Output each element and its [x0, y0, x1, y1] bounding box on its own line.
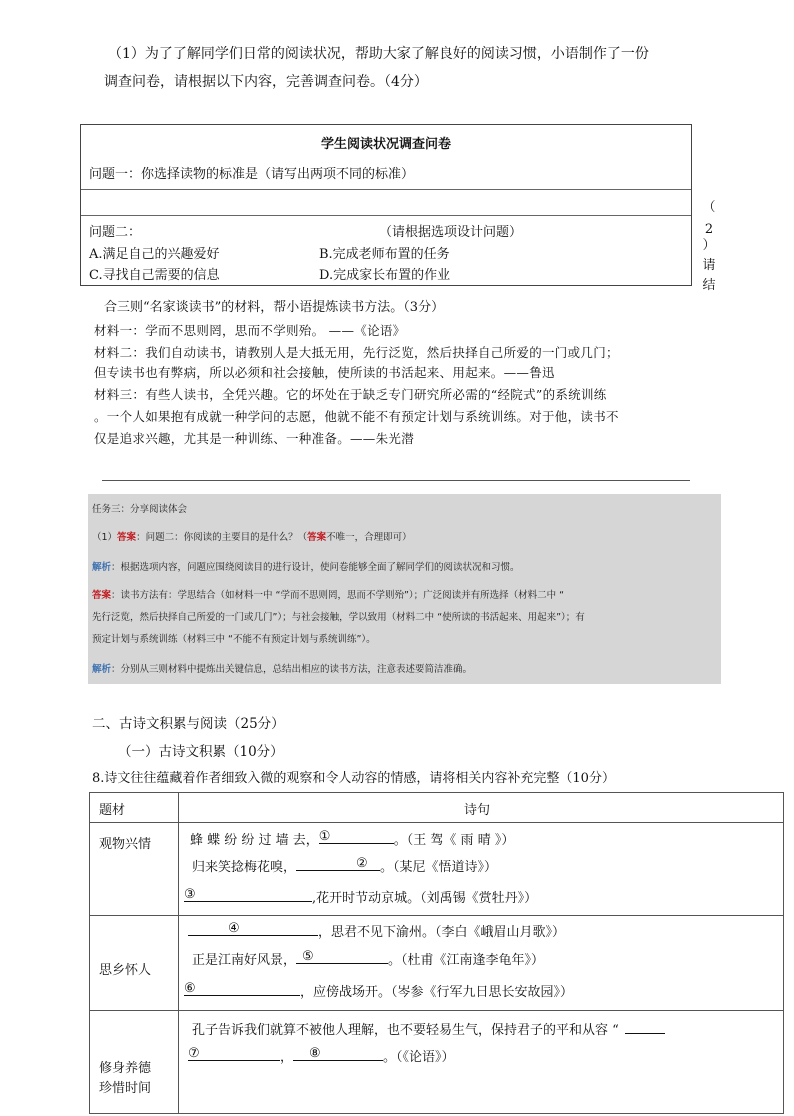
- material-2-line-1: 材料二：我们自动读书，请教别人是大抵无用，先行泛览，然后抉择自己所爱的一门或几门；: [94, 345, 619, 360]
- side-char: 2: [704, 222, 714, 237]
- material-2-line-2: 但专读书也有弊病，所以必须和社会接触，使所读的书活起来、用起来。——鲁迅: [94, 365, 555, 380]
- header-verse: 诗句: [464, 803, 491, 818]
- divider: [81, 215, 691, 216]
- poem-table: [89, 792, 784, 1114]
- explanation-body: ：分别从三则材料中提炼出关键信息，总结出相应的读书方法，注意表述要简洁准确。: [111, 664, 473, 675]
- fill-blank[interactable]: [184, 887, 312, 902]
- side-char: ）: [702, 238, 716, 253]
- answer-2-line-2: 先行泛览，然后抉择自己所爱的一门或几门”）；与社会接触，学以致用（材料二中 “使所读的书活起来、用起来”）；有: [92, 612, 585, 623]
- row-divider: [90, 822, 783, 823]
- answer-body: ：问题二：你阅读的主要目的是什么？（: [136, 532, 308, 543]
- option-b: B.完成老师布置的任务: [319, 247, 450, 262]
- verse-text: 归来笑捻梅花嗅，: [192, 860, 297, 875]
- question-two-note: （请根据选项设计问题）: [379, 225, 523, 240]
- verse-text: 。（《论语》）: [383, 1050, 455, 1065]
- answer-tail: 不唯一，合理即可）: [326, 532, 412, 543]
- fill-blank[interactable]: [319, 829, 394, 844]
- verse-line: [192, 949, 544, 968]
- theme-cell: 珍惜时间: [99, 1081, 152, 1096]
- answer-box: [88, 494, 721, 684]
- verse-line: [190, 829, 514, 848]
- theme-cell: 观物兴情: [99, 837, 152, 852]
- fill-blank[interactable]: [296, 856, 380, 871]
- column-divider: [178, 793, 179, 1113]
- fill-blank[interactable]: [184, 981, 300, 996]
- blank-number: ⑤: [302, 949, 314, 964]
- explanation-tag: 解析: [92, 664, 112, 675]
- explanation-tag: 解析: [92, 562, 112, 573]
- verse-line: [184, 981, 573, 1000]
- side-char: 请: [702, 258, 716, 273]
- blank-number: ③: [184, 887, 196, 902]
- fill-blank[interactable]: [625, 1019, 665, 1034]
- verse-line: [184, 887, 537, 906]
- fill-blank[interactable]: [188, 1046, 280, 1061]
- verse-line: [192, 856, 497, 875]
- verse-line: ⑦ ， ⑧ 。（《论语》）: [188, 1046, 455, 1065]
- material-3-line-3: 仅是追求兴趣，尤其是一种训练、一种准备。——朱光潜: [94, 431, 415, 446]
- questionnaire-box: [80, 124, 692, 286]
- questionnaire-title: 学生阅读状况调查问卷: [320, 137, 451, 152]
- answer-tag: 答案: [92, 590, 112, 601]
- verse-text: 。（杜甫《江南逢李龟年》）: [388, 953, 545, 968]
- answer-prefix: （1）: [92, 532, 118, 543]
- blank-number: ⑦: [188, 1046, 200, 1061]
- blank-number: ⑥: [184, 981, 196, 996]
- material-3-line-2: 。一个人如果抱有成就一种学问的志愿，他就不能不有预定计划与系统训练。对于他，读书不: [94, 409, 619, 424]
- answer-body: ：读书方法有：学思结合（如材料一中 “学而不思则罔，思而不学则殆”）；广泛阅读并有所选择（材料二中 “: [111, 590, 565, 601]
- explanation-body: ：根据选项内容，问题应围绕阅读目的进行设计，使问卷能够全面了解同学们的阅读状况和习惯。: [111, 562, 520, 573]
- row-divider: [90, 1010, 783, 1011]
- question-one: 问题一：你选择读物的标准是（请写出两项不同的标准）: [89, 167, 415, 182]
- row-divider: [90, 915, 783, 916]
- fill-blank[interactable]: [188, 921, 318, 936]
- verse-text: 。（王 驾《 雨 晴 》）: [393, 833, 515, 848]
- side-char: （: [702, 200, 716, 215]
- verse-line: [188, 921, 565, 940]
- explanation-1: [92, 558, 715, 578]
- fill-blank[interactable]: [296, 949, 388, 964]
- answer-tag: 答案: [307, 532, 327, 543]
- subsection-title: （一）古诗文积累（10分）: [118, 744, 284, 760]
- fill-blank[interactable]: [293, 1046, 383, 1061]
- intro-line-2: 调查问卷，请根据以下内容，完善调查问卷。（4分）: [104, 74, 428, 90]
- blank-number: ②: [356, 856, 368, 871]
- option-a: A.满足自己的兴趣爱好: [89, 247, 220, 262]
- blank-number: ①: [318, 829, 331, 844]
- blank-number: ④: [228, 921, 240, 936]
- question-2-text: 合三则“名家谈读书”的材料，帮小语提炼读书方法。（3分）: [104, 300, 445, 315]
- divider: [81, 189, 691, 190]
- theme-cell: 思乡怀人: [99, 963, 152, 978]
- verse-text: ，思君不见下渝州。（李白《峨眉山月歌》）: [318, 925, 566, 940]
- theme-cell: 修身养德: [99, 1061, 152, 1076]
- question-8: 8.诗文往往蕴藏着作者细致入微的观察和令人动容的情感，请将相关内容补充完整（10分）: [92, 771, 615, 786]
- task-title: 任务三：分享阅读体会: [92, 504, 188, 515]
- answer-1: [92, 528, 715, 548]
- blank-number: ⑧: [309, 1046, 321, 1061]
- answer-line: [102, 480, 690, 481]
- material-3-line-1: 材料三：有些人读书，全凭兴趣。它的坏处在于缺乏专门研究所必需的“经院式”的系统训练: [94, 387, 607, 402]
- option-d: D.完成家长布置的作业: [319, 268, 451, 283]
- verse-text: ,花开时节动京城。（刘禹锡《赏牡丹》）: [312, 891, 538, 906]
- verse-text: 孔子告诉我们就算不被他人理解，也不要轻易生气，保持君子的平和从容 “: [192, 1023, 619, 1038]
- verse-text: 正是江南好风景，: [192, 953, 297, 968]
- verse-line: [192, 1019, 665, 1038]
- verse-text: ，应傍战场开。（岑参《行军九日思长安故园》）: [300, 985, 574, 1000]
- answer-2-line-1: [92, 586, 715, 606]
- section-title: 二、古诗文积累与阅读（25分）: [92, 716, 285, 732]
- side-char: 结: [702, 278, 716, 293]
- answer-2-line-3: 预定计划与系统训练（材料三中 “不能不有预定计划与系统训练”）。: [92, 634, 376, 645]
- question-two-label: 问题二：: [89, 225, 142, 240]
- intro-line-1: （1）为了了解同学们日常的阅读状况，帮助大家了解良好的阅读习惯，小语制作了一份: [108, 46, 649, 62]
- answer-tag: 答案: [117, 532, 137, 543]
- verse-text: 。（某尼《悟道诗》）: [380, 860, 498, 875]
- header-theme: 题材: [99, 803, 126, 818]
- material-1: 材料一：学而不思则罔，思而不学则殆。 ——《论语》: [94, 323, 406, 338]
- verse-text: 蜂 蝶 纷 纷 过 墙 去，: [190, 833, 319, 848]
- option-c: C.寻找自己需要的信息: [89, 268, 220, 283]
- explanation-2: [92, 660, 715, 680]
